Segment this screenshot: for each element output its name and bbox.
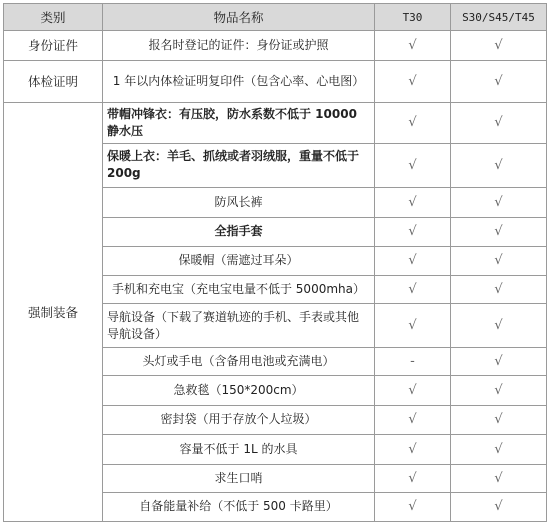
s-group-mark: √ <box>451 464 547 492</box>
item-cell: 报名时登记的证件：身份证或护照 <box>103 31 375 61</box>
item-cell: 1 年以内体检证明复印件（包含心率、心电图） <box>103 61 375 103</box>
t30-mark: √ <box>375 464 451 492</box>
s-group-mark: √ <box>451 434 547 464</box>
category-cell: 强制装备 <box>4 103 103 522</box>
equipment-table <box>3 3 547 522</box>
s-group-mark: √ <box>451 492 547 521</box>
s-group-mark: √ <box>451 406 547 434</box>
s-group-mark: √ <box>451 31 547 61</box>
item-cell: 保暖上衣：羊毛、抓绒或者羽绒服，重量不低于 200g <box>103 143 375 187</box>
item-cell: 密封袋（用于存放个人垃圾） <box>103 406 375 434</box>
t30-mark: √ <box>375 376 451 406</box>
item-cell: 全指手套 <box>103 217 375 246</box>
table-row <box>4 103 547 143</box>
s-group-mark: √ <box>451 246 547 275</box>
table-row <box>4 61 547 103</box>
s-group-mark: √ <box>451 61 547 103</box>
s-group-mark: √ <box>451 348 547 376</box>
s-group-mark: √ <box>451 217 547 246</box>
category-cell: 身份证件 <box>4 31 103 61</box>
header-row <box>4 4 547 31</box>
category-cell: 体检证明 <box>4 61 103 103</box>
item-cell: 急救毯（150*200cm） <box>103 376 375 406</box>
t30-mark: √ <box>375 103 451 143</box>
header-t30: T30 <box>375 4 451 31</box>
s-group-mark: √ <box>451 304 547 348</box>
t30-mark: √ <box>375 304 451 348</box>
header-s-group: S30/S45/T45 <box>451 4 547 31</box>
t30-mark: √ <box>375 187 451 217</box>
s-group-mark: √ <box>451 143 547 187</box>
item-cell: 自备能量补给（不低于 500 卡路里） <box>103 492 375 521</box>
item-cell: 保暖帽（需遮过耳朵） <box>103 246 375 275</box>
t30-mark: √ <box>375 492 451 521</box>
t30-mark: √ <box>375 143 451 187</box>
t30-mark: √ <box>375 246 451 275</box>
t30-mark: √ <box>375 217 451 246</box>
t30-mark: √ <box>375 61 451 103</box>
item-cell: 容量不低于 1L 的水具 <box>103 434 375 464</box>
header-item: 物品名称 <box>103 4 375 31</box>
s-group-mark: √ <box>451 187 547 217</box>
s-group-mark: √ <box>451 275 547 303</box>
item-cell: 带帽冲锋衣：有压胶，防水系数不低于 10000 静水压 <box>103 103 375 143</box>
s-group-mark: √ <box>451 103 547 143</box>
item-cell: 求生口哨 <box>103 464 375 492</box>
t30-mark: √ <box>375 406 451 434</box>
item-cell: 防风长裤 <box>103 187 375 217</box>
t30-mark: - <box>375 348 451 376</box>
item-cell: 导航设备（下载了赛道轨迹的手机、手表或其他导航设备） <box>103 304 375 348</box>
s-group-mark: √ <box>451 376 547 406</box>
t30-mark: √ <box>375 434 451 464</box>
item-cell: 头灯或手电（含备用电池或充满电） <box>103 348 375 376</box>
header-category: 类别 <box>4 4 103 31</box>
item-cell: 手机和充电宝（充电宝电量不低于 5000mha） <box>103 275 375 303</box>
table-row <box>4 31 547 61</box>
t30-mark: √ <box>375 31 451 61</box>
t30-mark: √ <box>375 275 451 303</box>
